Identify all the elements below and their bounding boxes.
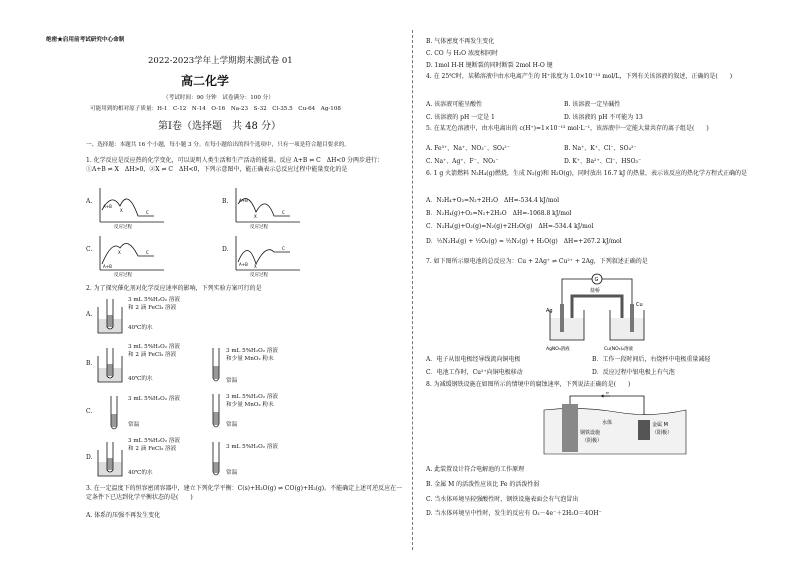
q3-option-d: D. 1mol H-H 键断裂的同时断裂 2mol H-O 键 [426,62,553,69]
q2-option-c [86,392,401,434]
q8-option-d: D. 当水体环境呈中性时，发生的反应有 O₂－4e⁻＋2H₂O＝4OH⁻ [426,510,602,517]
cathode-label: （阴极） [582,438,603,444]
electron-label: e⁻ [606,392,612,396]
q4-option-d: D. 该溶液的 pH 不可能为 13 [564,114,643,121]
label-line: 和少量 MnO₂ 粉末 [226,402,274,408]
section-title: 第Ⅰ卷（选择题 共 48 分） [158,121,282,132]
q4-option-c: C. 该溶液的 pH 一定是 1 [426,114,495,121]
q6-option-b: B．N₂H₄(g)+O₂=N₂+2H₂O ΔH=-1068.8 kJ/mol [426,210,572,217]
beaker-icon [96,297,126,337]
water-label: 水体 [602,420,613,426]
label-c: C [146,210,149,215]
exam-title: 2022-2023学年上学期期末测试卷 01 [148,56,293,66]
q6-option-d: D．½N₂H₄(g) + ½O₂(g) = ½N₂(g) + H₂O(g) ΔH=+267.2 kJ/mol [426,238,622,245]
exam-info: （考试时间：90 分钟 试卷满分：100 分） [163,95,274,101]
q4-text: 4. 在 25℃时，某稀溶液中由水电离产生的 H⁺浓度为 1.0×10⁻¹³ mol/L，下列有关该溶液的叙述，正确的是( ) [426,73,733,80]
label-line: 和少量 MnO₂ 粉末 [226,356,274,362]
left-solution-label: AgNO₃溶液 [546,347,570,352]
q1-text: 1. 化学反应是反应热的化学变化，可以说明人类生活和生产活动的能量。反应 A+B ⇌ C ΔH<0 分两步进行：①A+B ⇌ X ΔH>0，②X ⇌ C ΔH<0，下列示意图中，能正确表示总反应过程中能量变化的是 [86,157,384,173]
salt-bridge-label: 盐桥 [590,288,601,294]
test-tube-icon [210,346,222,386]
label-line: 40℃的水 [128,325,153,331]
xlabel: 反应过程 [250,225,268,230]
q5-option-a: A. Fe³⁺、Na⁺、NO₃⁻、SO₄²⁻ [426,145,510,152]
label-line: 40℃的水 [128,376,153,382]
q2-option-b [86,344,401,388]
q3-option-c: C. CO 与 H₂O 浓度相同时 [426,50,498,57]
q2-text: 2. 为了探究催化剂对化学反应速率的影响，下列实验方案可行的是 [86,285,262,292]
cu-electrode-label: Cu [636,302,643,308]
atomic-masses: 可能用到的相对原子质量：H-1 C-12 N-14 O-16 Na-23 S-32 Cl-35.5 Cu-64 Ag-108 [90,106,341,112]
test-tube-icon [210,392,222,432]
label-x: X [254,214,257,219]
galvanometer-label: G [594,277,599,283]
label-x: X [120,208,123,213]
label-line: 3 mL 5%H₂O₂ 溶液 [226,444,278,450]
label-ab: A+B [239,262,248,267]
label-line: 常温 [226,378,238,384]
option-label: D. [222,246,229,253]
option-label: A. [86,311,93,318]
option-label: C. [86,246,93,253]
q4-option-b: B. 该溶液一定呈碱性 [564,101,621,108]
test-tube-icon [210,440,222,480]
label-line: 3 mL 5%H₂O₂ 溶液 [226,348,278,354]
xlabel: 反应过程 [250,273,268,278]
q6-text: 6. 1 g 火箭燃料 N₂H₄(g)燃烧，生成 N₂(g)和 H₂O(g)，同时放出 16.7 kJ 的热量，表示该反应的热化学方程式正确的是 [426,170,748,177]
q7-option-b: B．工作一段时间后，右烧杯中电极重量减轻 [592,356,711,363]
label-line: 40℃的水 [128,470,153,476]
label-line: 和 2 滴 FeCl₃ 溶液 [128,305,177,311]
energy-diagram-d [230,234,310,278]
option-label: B. [222,198,229,205]
anode-label: （阳极） [652,430,673,436]
q2-option-a [86,295,226,337]
label-x: X [118,250,121,255]
instructions: 一、选择题：本题共 16 个小题，每小题 3 分。在每小题给出的四个选项中，只有一项是符合题目要求的。 [86,142,350,148]
option-label: C. [86,408,93,415]
q8-text: 8. 为减缓钢铁设施在如图所示的情境中的腐蚀速率，下列说法正确的是( ) [426,381,631,388]
energy-diagram-a [94,186,174,230]
corrosion-protection-figure [540,392,690,456]
metal-label: 金属 M [652,422,668,428]
q5-option-d: D. K⁺、Ba²⁺、Cl⁻、HSO₃⁻ [564,158,642,165]
q5-option-b: B. Na⁺、K⁺、Cl⁻、SO₄²⁻ [564,145,637,152]
label-line: 3 mL 5%H₂O₂ 溶液 [128,344,180,350]
q6-option-a: A．N₂H₄+O₂=N₂+2H₂O ΔH=-534.4 kJ/mol [426,197,560,204]
label-line: 常温 [128,422,140,428]
q3-text: 3. 在一定温度下的恒容密闭容器中，建立下列化学平衡：C(s)+H₂O(g) ⇌ CO(g)+H₂(g)。不能确定上述可逆反应在一定条件下已达到化学平衡状态的是( ) [86,485,403,501]
q8-option-b: B. 金属 M 的活泼性应该比 Fe 的活泼性弱 [426,481,540,488]
q7-option-d: D．反应过程中银电极上有气泡 [592,369,675,376]
q3-option-b: B. 气体密度不再发生变化 [426,38,495,45]
option-label: A. [86,198,93,205]
right-solution-label: Cu(NO₃)₂溶液 [604,347,634,352]
q5-option-c: C. Na⁺、Ag⁺、F⁻、NO₃⁻ [426,158,499,165]
label-line: 和 2 滴 FeCl₃ 溶液 [128,446,177,452]
label-line: 常温 [226,422,238,428]
q2-option-d [86,438,401,482]
energy-diagram-c [94,234,174,278]
label-line: 3 mL 5%H₂O₂ 溶液 [128,396,180,402]
q7-option-c: C．电池工作时，Cu²⁺向铜电极移动 [426,369,523,376]
label-line: 3 mL 5%H₂O₂ 溶液 [128,297,180,303]
test-tube-icon [108,394,120,434]
label-ab: A+B [103,204,112,209]
xlabel: 反应过程 [114,273,132,278]
label-x: X [254,264,257,269]
steel-label: 钢铁设施 [580,430,601,436]
label-ab: A+B [103,264,112,269]
beaker-icon [96,440,126,480]
label-line: 和 2 滴 FeCl₃ 溶液 [128,352,177,358]
q6-option-c: C．N₂H₄(g)+O₂(g)=N₂(g)+2H₂O(g) ΔH=-534.4 kJ/mol [426,223,594,230]
q7-option-a: A．电子从银电极经导线流向铜电极 [426,356,521,363]
q7-text: 7. 如下图所示原电池的总反应为：Cu + 2Ag⁺ ⇌ Cu²⁺ + 2Ag，下列叙述正确的是 [426,258,648,265]
xlabel: 反应过程 [114,225,132,230]
label-c: C [146,250,149,255]
label-c: C [282,246,285,251]
subject-title: 高二化学 [181,74,230,88]
ag-electrode-label: Ag [546,308,553,314]
q4-option-a: A. 该溶液可能呈酸性 [426,101,483,108]
label-ab: A+B [239,198,248,203]
right-column [412,0,794,562]
galvanic-cell-figure [542,270,652,354]
label-line: 常温 [226,470,238,476]
q8-option-a: A. 此装置设计符合电解池的工作原理 [426,466,525,473]
option-label: D. [86,454,93,461]
secret-label: 绝密★启用前考试研究中心命制 [46,37,125,43]
q8-option-c: C. 当水体环境呈较强酸性时，钢铁设施表面会有气泡冒出 [426,496,579,503]
energy-diagram-b [230,186,310,230]
label-line: 3 mL 5%H₂O₂ 溶液 [226,394,278,400]
q3-option-a: A. 体系的压强不再发生变化 [86,512,161,519]
option-label: B. [86,360,93,367]
q5-text: 5. 在某无色溶液中，由水电离出的 c(H⁺)=1×10⁻¹³ mol·L⁻¹，该溶液中一定能大量共存的离子组是( ) [426,125,709,132]
label-line: 3 mL 5%H₂O₂ 溶液 [128,438,180,444]
beaker-icon [96,346,126,386]
label-c: C [282,210,285,215]
